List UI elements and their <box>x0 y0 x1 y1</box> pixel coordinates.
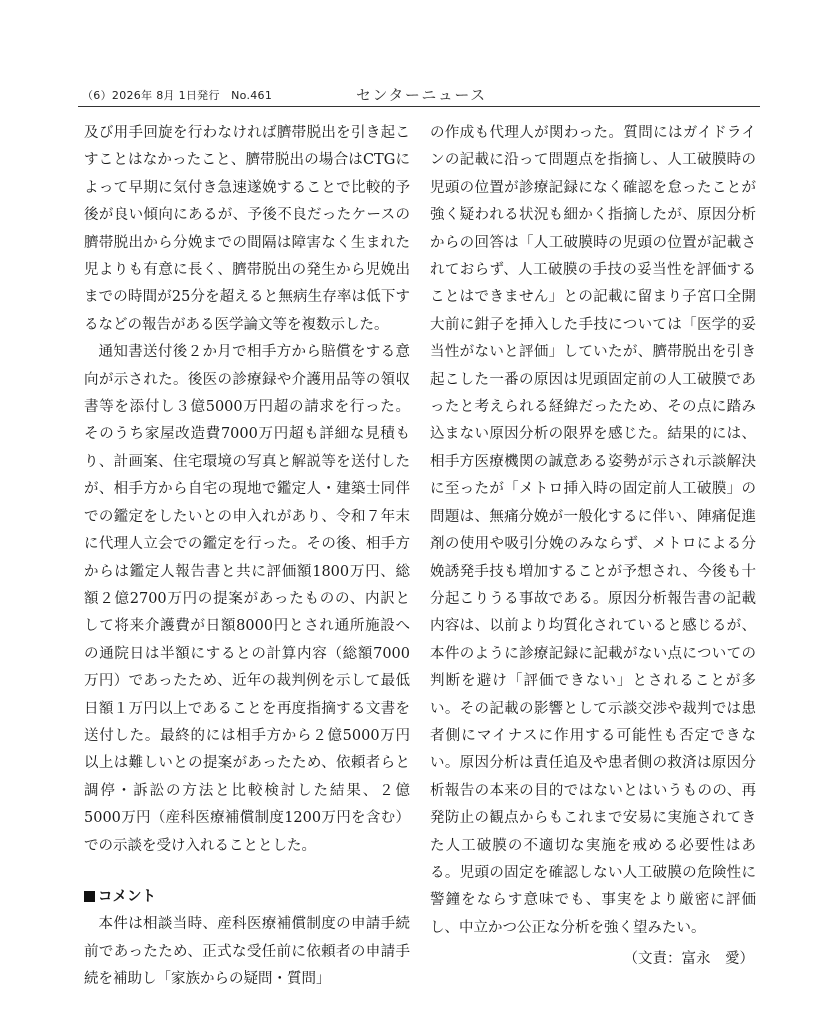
right-column <box>430 120 756 1000</box>
paragraph-continued: 及び用手回旋を行わなければ臍帯脱出を引き起こすことはなかったこと、臍帯脱出の場合はCTGによって早期に気付き急速遂娩することで比較的予後が良い傾向にあるが、予後不良だったケースの臍帯脱出から分娩までの間隔は障害なく生まれた児よりも有意に長く、臍帯脱出の発生から児娩出までの時間が25分を超えると無病生存率は低下するなどの報告がある医学論文等を複数示した。 <box>84 125 410 333</box>
square-bullet-icon <box>84 891 95 902</box>
newsletter-title: センターニュース <box>356 86 487 104</box>
header-divider <box>78 106 760 107</box>
issue-info: （6）2026年 8月 1日発行 No.461 <box>82 89 273 102</box>
left-column <box>84 120 410 1000</box>
comment-heading <box>84 884 410 911</box>
paragraph-comment: 本件は相談当時、産科医療補償制度の申請手続前であったため、正式な受任前に依頼者の申請手続を補助し「家族からの疑問・質問」 <box>84 916 410 988</box>
paragraph-comment-continued: の作成も代理人が関わった。質問にはガイドラインの記載に沿って問題点を指摘し、人工破膜時の児頭の位置が診療記録になく確認を怠ったことが強く疑われる状況も細かく指摘したが、原因分析からの回答は「人工破膜時の児頭の位置が記載されておらず、人工破膜の手技の妥当性を評価することはできません」との記載に留まり子宮口全開大前に鉗子を挿入した手技については「医学的妥当性がないと評価」していたが、臍帯脱出を引き起こした一番の原因は児頭固定前の人工破膜であったと考えられる経緯だったため、その点に踏み込まない原因分析の限界を感じた。結果的には、相手方医療機関の誠意ある姿勢が示され示談解決に至ったが「メトロ挿入時の固定前人工破膜」の問題は、無痛分娩が一般化するに伴い、陣痛促進剤の使用や吸引分娩のみならず、メトロによる分娩誘発手技も増加することが予想され、今後も十分起こりうる事故である。原因分析報告書の記載内容は、以前より均質化されていると感じるが、本件のように診療記録に記載がない点についての判断を避け「評価できない」とされることが多い。その記載の影響として示談交渉や裁判では患者側にマイナスに作用する可能性も否定できない。原因分析は責任追及や患者側の救済は原因分析報告の本来の目的ではないとはいうものの、再発防止の観点からもこれまで安易に実施されてきた人工破膜の不適切な実施を戒める必要性はある。児頭の固定を確認しない人工破膜の危険性に警鐘をならす意味でも、事実をより厳密に評価し、中立かつ公正な分析を強く望みたい。 <box>430 125 756 936</box>
paragraph-settlement: 通知書送付後２か月で相手方から賠償をする意向が示された。後医の診療録や介護用品等の領収書等を添付し３億5000万円超の請求を行った。そのうち家屋改造費7000万円超も詳細な見積もり、計画案、住宅環境の写真と解説等を送付したが、相手方から自宅の現地で鑑定人・建築士同伴での鑑定をしたいとの申入れがあり、令和７年末に代理人立会での鑑定を行った。その後、相手方からは鑑定人報告書と共に評価額1800万円、総額２億2700万円の提案があったものの、内訳として将来介護費が日額8000円とされ通所施設への通院日は半額にするとの計算内容（総額7000万円）であったため、近年の裁判例を示して最低日額１万円以上であることを再度指摘する文書を送付した。最終的には相手方から２億5000万円以上は難しいとの提案があったため、依頼者らと調停・訴訟の方法と比較検討した結果、２億5000万円（産科医療補償制度1200万円を含む）での示談を受け入れることとした。 <box>84 344 410 854</box>
page-header <box>82 84 758 106</box>
comment-heading-text: コメント <box>98 888 156 905</box>
author-credit: （文責：富永 愛） <box>623 951 754 968</box>
